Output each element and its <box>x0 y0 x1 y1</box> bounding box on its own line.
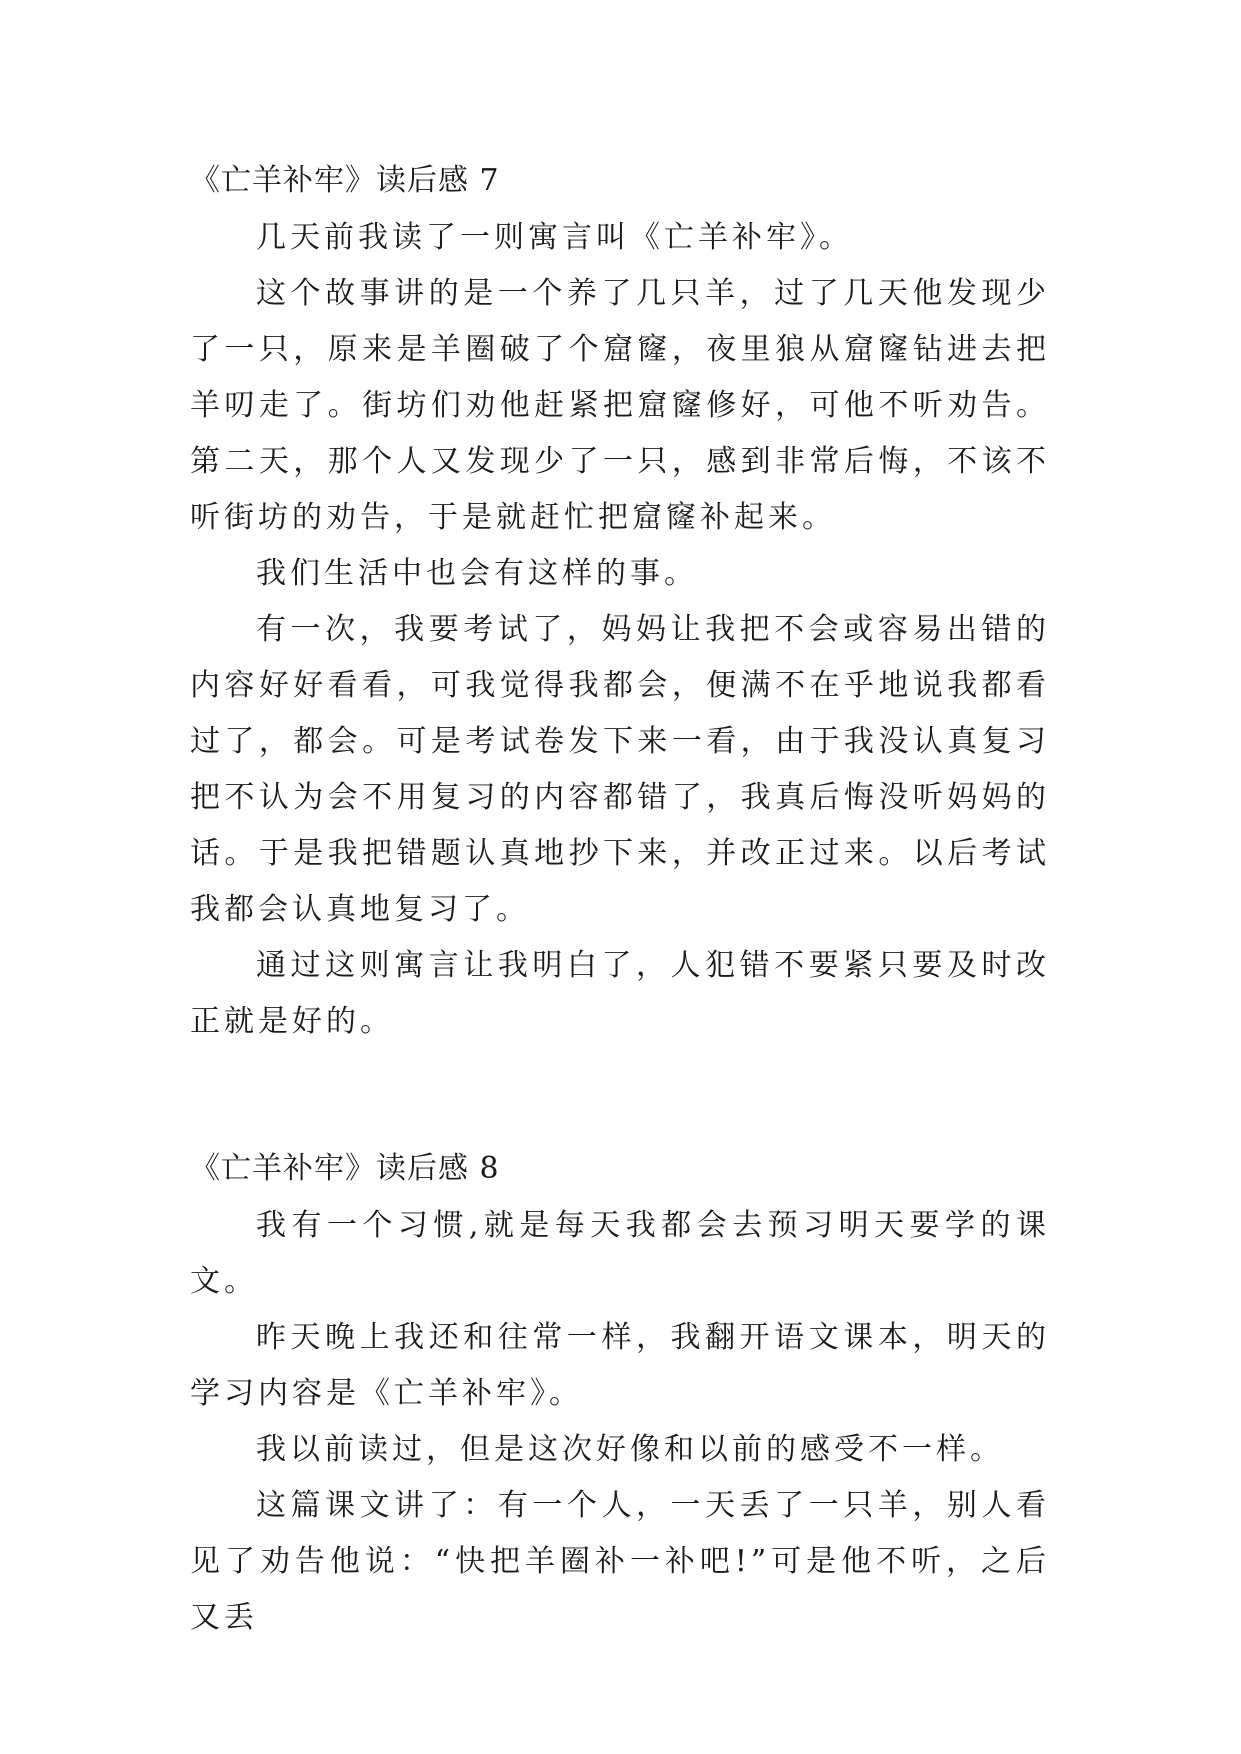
paragraph: 这篇课文讲了：有一个人，一天丢了一只羊，别人看见了劝告他说：“快把羊圈补一补吧!”可是他不听，之后又丢 <box>190 1488 1050 1635</box>
paragraph: 通过这则寓言让我明白了，人犯错不要紧只要及时改正就是好的。 <box>190 948 1050 1039</box>
essay-section-7 <box>190 160 1050 1050</box>
section-heading: 《亡羊补牢》读后感 8 <box>190 1151 500 1186</box>
paragraph: 几天前我读了一则寓言叫《亡羊补牢》。 <box>256 220 853 255</box>
paragraph: 这个故事讲的是一个养了几只羊，过了几天他发现少了一只，原来是羊圈破了个窟窿，夜里狼从窟窿钻进去把羊叨走了。街坊们劝他赶紧把窟窿修好，可他不听劝告。第二天，那个人又发现少了一只，感到非常后悔，不该不听街坊的劝告，于是就赶忙把窟窿补起来。 <box>190 276 1050 535</box>
paragraph: 有一次，我要考试了，妈妈让我把不会或容易出错的内容好好看看，可我觉得我都会，便满不在乎地说我都看过了，都会。可是考试卷发下来一看，由于我没认真复习把不认为会不用复习的内容都错了，我真后悔没听妈妈的话。于是我把错题认真地抄下来，并改正过来。以后考试我都会认真地复习了。 <box>190 612 1050 927</box>
paragraph: 昨天晚上我还和往常一样，我翻开语文课本，明天的学习内容是《亡羊补牢》。 <box>190 1320 1050 1411</box>
paragraph: 我们生活中也会有这样的事。 <box>256 556 698 591</box>
paragraph: 我以前读过，但是这次好像和以前的感受不一样。 <box>256 1432 1004 1467</box>
section-heading: 《亡羊补牢》读后感 7 <box>190 163 500 198</box>
paragraph: 我有一个习惯,就是每天我都会去预习明天要学的课文。 <box>190 1208 1050 1299</box>
essay-section-8 <box>190 1148 1050 1646</box>
